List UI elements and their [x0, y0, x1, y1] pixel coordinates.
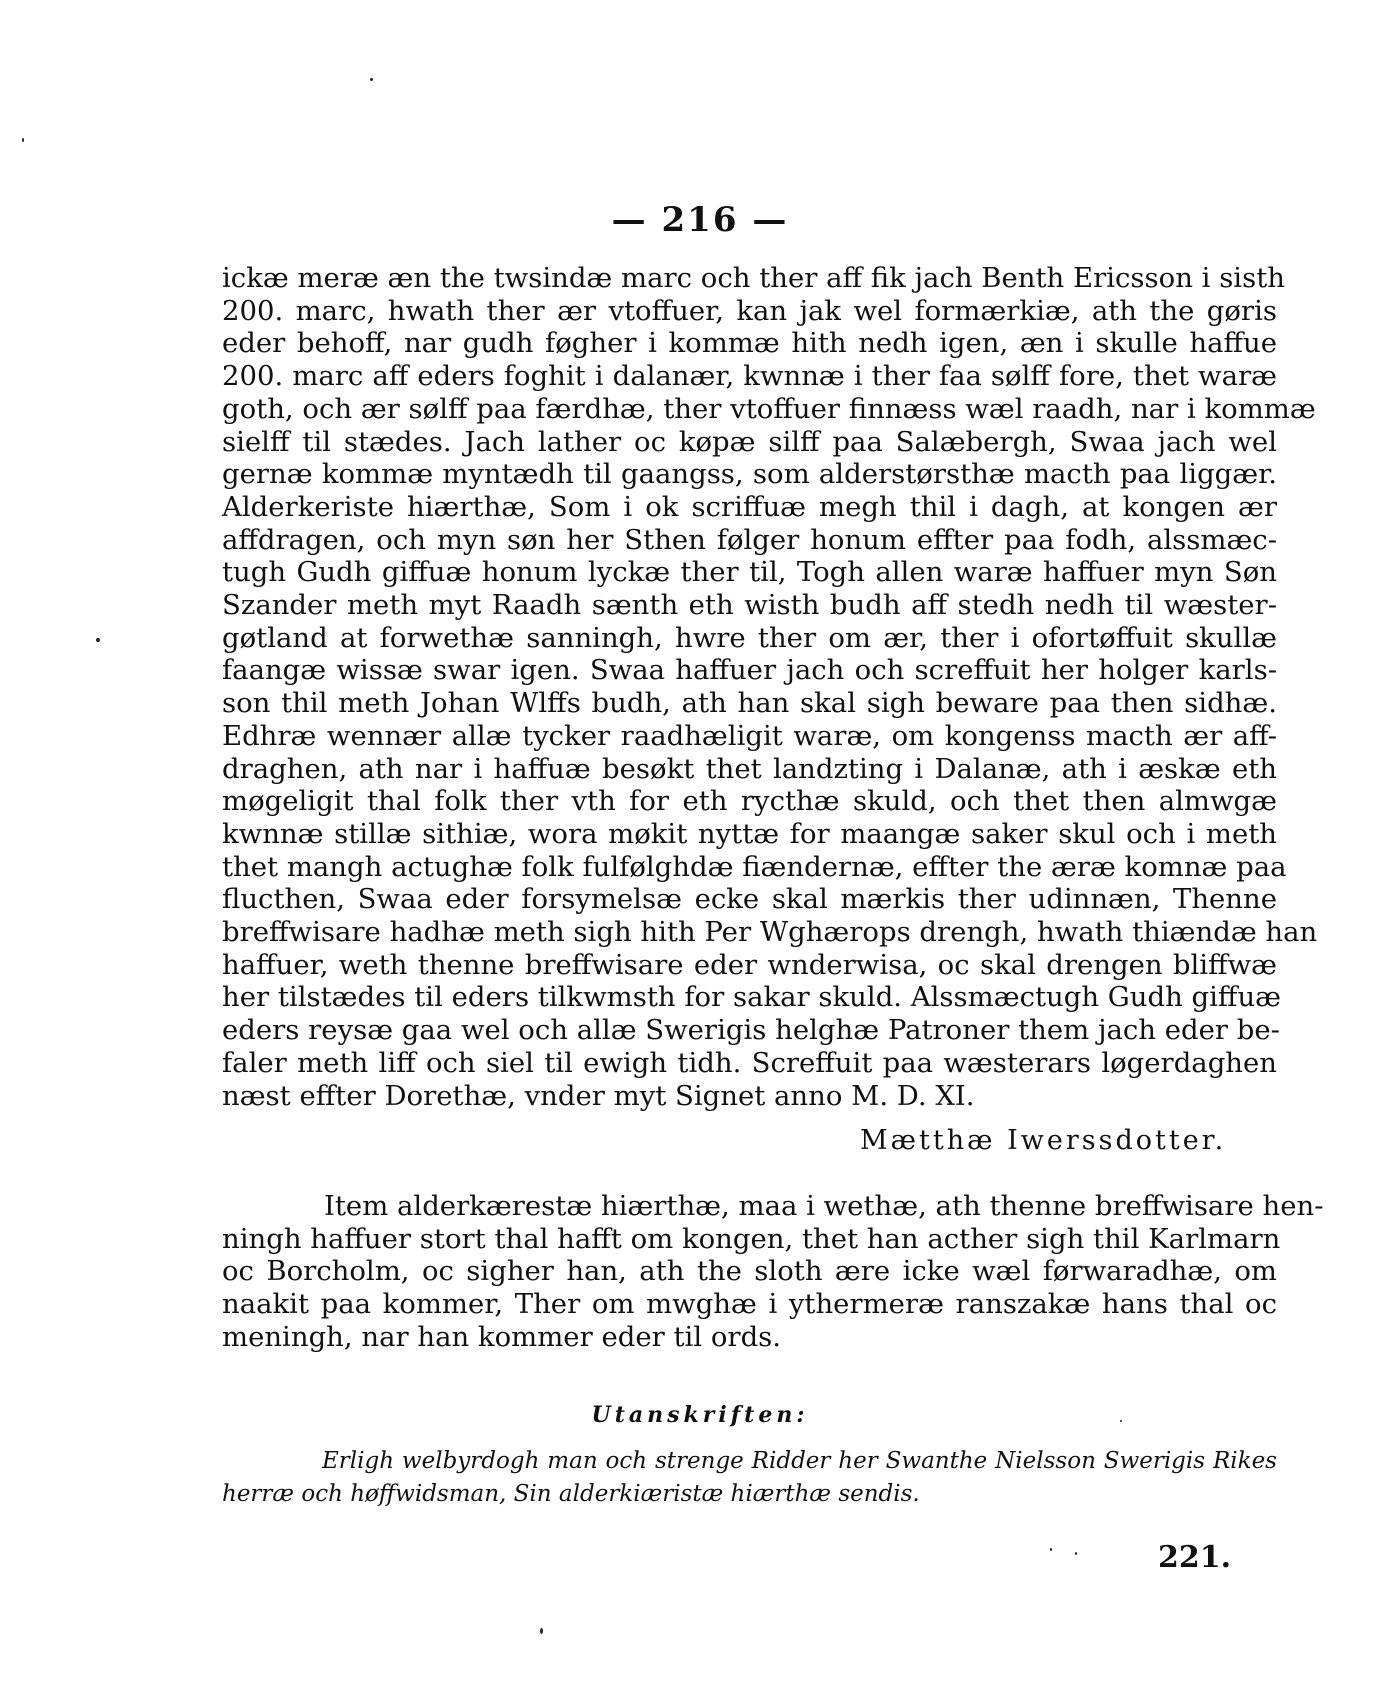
text-line: breffwisare hadhæ meth sigh hith Per Wghærops drengh, hwath thiændæ han: [222, 916, 1318, 949]
text-line: herræ och høffwidsman, Sin alderkiæristæ hiærthæ sendis.: [222, 1481, 920, 1507]
text-line: thet mangh actughæ folk fulfølghdæ fiændernæ, effter the æræ komnæ paa: [222, 850, 1287, 883]
text-line: næst effter Dorethæ, vnder myt Signet anno M. D. XI.: [222, 1079, 975, 1112]
text-line: faangæ wissæ swar igen. Swaa haffuer jach och screffuit her holger karls-: [222, 654, 1277, 687]
text-line: goth, och ær sølff paa færdhæ, ther vtoffuer finnæss wæl raadh, nar i kommæ: [222, 392, 1316, 425]
scan-speck: [540, 1628, 543, 1634]
scan-speck: [1075, 1552, 1077, 1555]
text-line: møgeligit thal folk ther vth for eth rycthæ skuld, och thet then almwgæ: [222, 785, 1277, 818]
text-line: 200. marc, hwath ther ær vtoffuer, kan jak wel formærkiæ, ath the gøris: [222, 294, 1277, 327]
text-line: draghen, ath nar i haffuæ besøkt thet landzting i Dalanæ, ath i æskæ eth: [222, 752, 1277, 785]
text-line: flucthen, Swaa eder forsymelsæ ecke skal mærkis ther udinnæn, Thenne: [222, 883, 1277, 916]
text-line: faler meth liff och siel til ewigh tidh. Screffuit paa wæsterars løgerdaghen: [222, 1046, 1277, 1079]
text-line: kwnnæ stillæ sithiæ, wora møkit nyttæ for maangæ saker skul och i meth: [222, 817, 1277, 850]
address-block: [222, 1445, 1277, 1511]
text-line: eders reysæ gaa wel och allæ Swerigis helghæ Patroner them jach eder be-: [222, 1014, 1280, 1047]
text-line: ningh haffuer stort thal hafft om kongen, thet han acther sigh thil Karlmarn: [222, 1222, 1281, 1255]
text-line: Edhræ wennær allæ tycker raadhæligit waræ, om kongenss macth ær aff-: [222, 719, 1277, 752]
text-line: eder behoff, nar gudh føgher i kommæ hith nedh igen, æn i skulle haffue: [222, 327, 1277, 360]
scan-speck: [96, 638, 100, 642]
text-line: gernæ kommæ myntædh til gaangss, som alderstørsthæ macth paa liggær.: [222, 458, 1277, 491]
scan-speck: [1120, 1420, 1122, 1422]
address-heading: Utanskriften:: [591, 1402, 809, 1428]
text-line: her tilstædes til eders tilkwmsth for sakar skuld. Alssmæctugh Gudh giffuæ: [222, 981, 1282, 1014]
text-line: haffuer, weth thenne breffwisare eder wnderwisa, oc skal drengen bliffwæ: [222, 948, 1277, 981]
letter-body: [222, 262, 1318, 1112]
text-line: sielff til stædes. Jach lather oc køpæ silff paa Salæbergh, Swaa jach wel: [222, 425, 1277, 458]
text-line: son thil meth Johan Wlffs budh, ath han skal sigh beware paa then sidhæ.: [222, 687, 1277, 720]
text-line: oc Borcholm, oc sigher han, ath the sloth ære icke wæl førwaradhæ, om: [222, 1255, 1277, 1288]
text-line: gøtland at forwethæ sanningh, hwre ther om ær, ther i ofortøffuit skullæ: [222, 621, 1277, 654]
text-line: Alderkeriste hiærthæ, Som i ok scriffuæ megh thil i dagh, at kongen ær: [222, 490, 1277, 523]
postscript: [222, 1190, 1324, 1354]
text-line: Item alderkærestæ hiærthæ, maa i wethæ, ath thenne breffwisare hen-: [324, 1190, 1324, 1222]
letter-signature: Mætthæ Iwerssdotter.: [860, 1125, 1227, 1156]
text-line: Erligh welbyrdogh man och strenge Ridder her Swanthe Nielsson Swerigis Rikes: [322, 1448, 1277, 1474]
text-line: tugh Gudh giffuæ honum lyckæ ther til, Togh allen waræ haffuer myn Søn: [222, 556, 1277, 589]
text-line: naakit paa kommer, Ther om mwghæ i ythermeræ ranszakæ hans thal oc: [222, 1288, 1277, 1321]
text-line: ickæ meræ æn the twsindæ marc och ther aff fik jach Benth Ericsson i sisth: [222, 262, 1285, 294]
scan-speck: [1050, 1548, 1052, 1551]
text-line: 200. marc aff eders foghit i dalanær, kwnnæ i ther faa sølff fore, thet waræ: [222, 360, 1277, 393]
text-line: meningh, nar han kommer eder til ords.: [222, 1320, 782, 1353]
scan-speck: [22, 138, 24, 142]
signature-mark: 221.: [1158, 1540, 1232, 1575]
page-number: — 216 —: [611, 200, 789, 240]
scan-speck: [370, 78, 373, 81]
text-line: affdragen, och myn søn her Sthen følger honum effter paa fodh, alssmæc-: [222, 523, 1277, 556]
text-line: Szander meth myt Raadh sænth eth wisth budh aff stedh nedh til wæster-: [222, 589, 1277, 622]
